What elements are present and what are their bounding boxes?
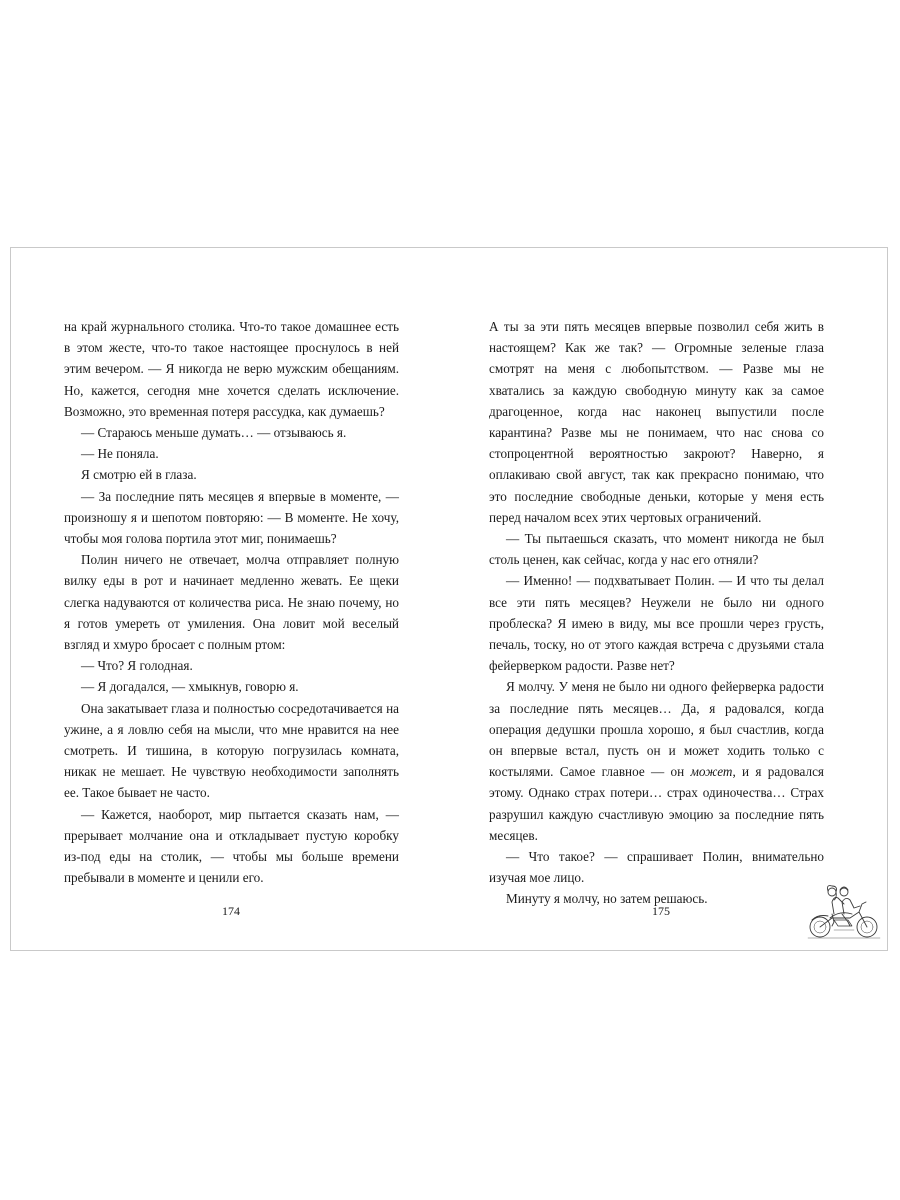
paragraph: Она закатывает глаза и полностью сосредотачивается на ужине, а я ловлю себя на мысли, что мне нравится на нее смотреть. И тишина, в которую погрузилась комната, никак не мешает. Не чувствую необходимости заполнять ее. Такое бывает не часто.: [64, 700, 399, 801]
paragraph: — Кажется, наоборот, мир пытается сказать нам, — прерывает молчание она и откладывает пустую коробку из-под еды на столик, — чтобы мы больше времени пребывали в моменте и ценили его.: [64, 806, 399, 886]
page-number-left: 174: [222, 904, 240, 918]
right-page-text: [489, 316, 824, 910]
paragraph: — Что такое? — спрашивает Полин, внимательно изучая мое лицо.: [489, 849, 824, 886]
paragraph: — Стараюсь меньше думать… — отзываюсь я.: [81, 425, 347, 441]
paragraph: Я смотрю ей в глаза.: [81, 467, 197, 483]
paragraph: — Не поняла.: [81, 446, 159, 462]
paragraph: А ты за эти пять месяцев впервые позволил себя жить в настоящем? Как же так? — Огромные зеленые глаза смотрят на меня с любопытством. — Разве мы не хватались за каждую свободную минуту как за самое драгоценное, когда нас наконец выпустили после карантина? Разве мы не понимаем, что нас снова со стопроцентной вероятностью закроют? Наверно, я оплакиваю свой август, так как прекрасно понимаю, что это последние свободные деньки, которые у меня есть перед началом всех этих чертовых ограничений.: [489, 319, 824, 525]
paragraph: — За последние пять месяцев я впервые в моменте, — произношу я и шепотом повторяю: — В моменте. Не хочу, чтобы моя голова портила этот миг, понимаешь?: [64, 488, 399, 547]
paragraph: — Ты пытаешься сказать, что момент никогда не был столь ценен, как сейчас, когда у нас его отняли?: [489, 531, 824, 568]
motorcycle-couple-illustration: [804, 880, 884, 942]
paragraph: Полин ничего не отвечает, молча отправляет полную вилку еды в рот и начинает медленно жевать. Ее щеки слегка надуваются от количества риса. Не знаю почему, но я готов умереть от умиления. Она ловит мой веселый взгляд и хмуро бросает с полным ртом:: [64, 552, 399, 653]
paragraph: на край журнального столика. Что-то такое домашнее есть в этом жесте, что-то такое настоящее проснулось в ней этим вечером. — Я никогда не верю мужским обещаниям. Но, кажется, сегодня мне хочется сделать исключение. Возможно, это временная потеря рассудка, как думаешь?: [64, 319, 399, 419]
paragraph: [489, 676, 824, 846]
paragraph: — Я догадался, — хмыкнув, говорю я.: [81, 679, 299, 695]
paragraph: — Что? Я голодная.: [81, 658, 193, 674]
emphasis-text: может: [690, 764, 733, 780]
paragraph: — Именно! — подхватывает Полин. — И что ты делал все эти пять месяцев? Неужели не было ни одного проблеска? Я имею в виду, мы все прошли через грусть, печаль, тоску, но от этого каждая встреча с друзьями стала фейерверком радости. Разве нет?: [489, 573, 824, 674]
paragraph: Минуту я молчу, но затем решаюсь.: [506, 891, 708, 907]
paragraph-text: , и я радовался этому. Однако страх потери… страх одиночества… Страх разрушил каждую счастливую эмоцию за последние пять месяцев.: [489, 764, 824, 843]
left-page-text: [64, 316, 399, 888]
page-number-right: 175: [652, 904, 670, 918]
paragraph-text: Я молчу. У меня не было ни одного фейерверка радости за последние пять месяцев… Да, я радовался, когда операция дедушки прошла хорошо, я был счастлив, когда он впервые встал, пусть он и может ходить только с костылями. Самое главное — он: [489, 679, 824, 780]
